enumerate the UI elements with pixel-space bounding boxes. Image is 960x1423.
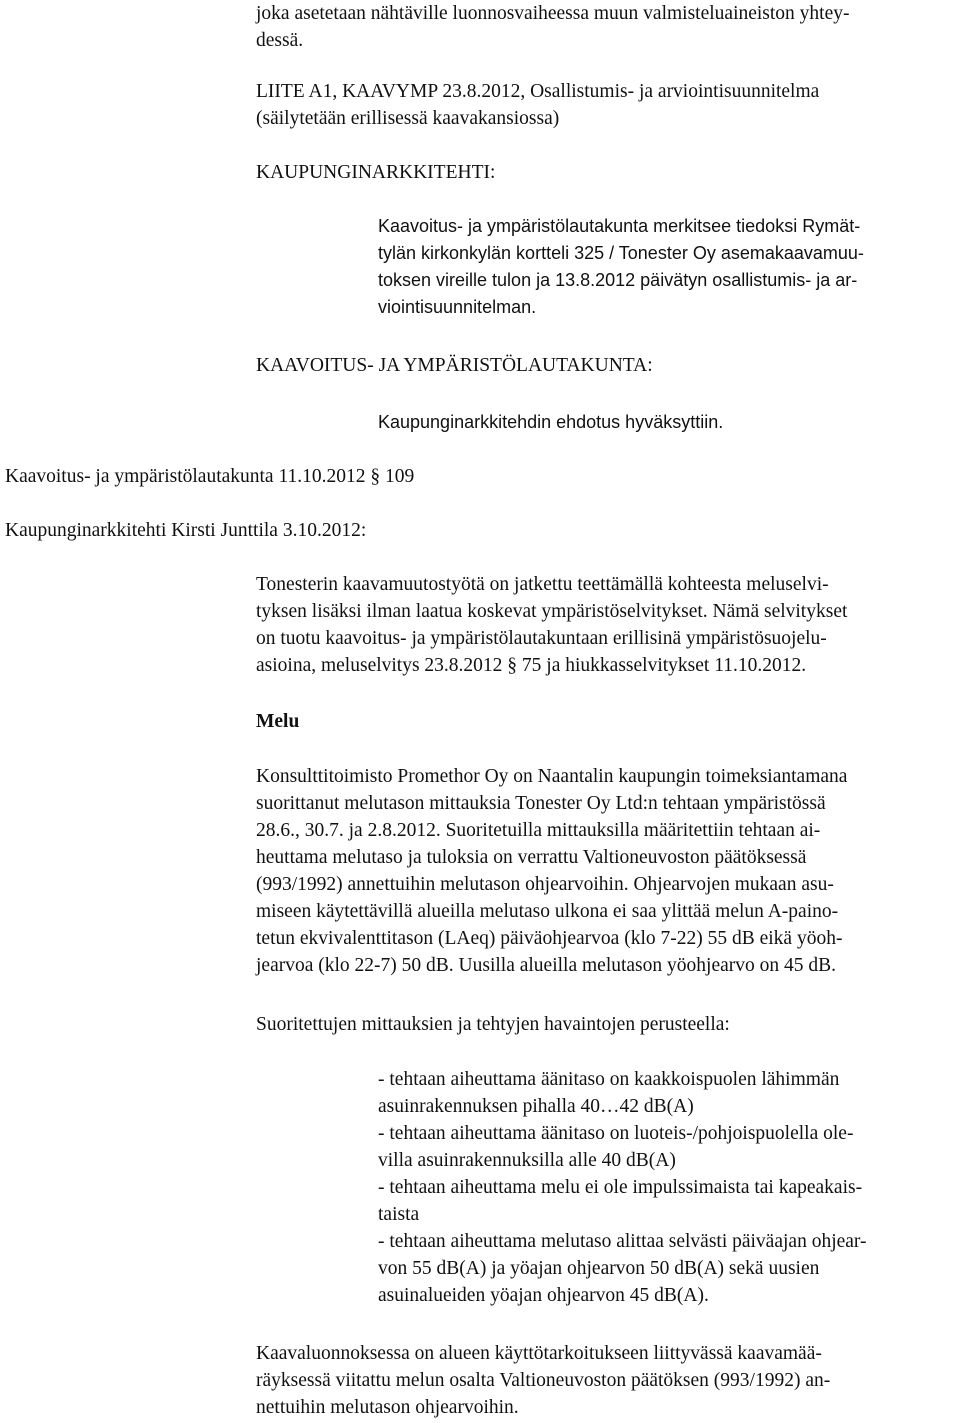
board-heading: KAAVOITUS- JA YMPÄRISTÖLAUTAKUNTA: bbox=[256, 355, 653, 376]
list-item: - tehtaan aiheuttama äänitaso on luoteis-/pohjoispuolella ole- bbox=[378, 1123, 854, 1144]
text-line: Kaavaluonnoksessa on alueen käyttötarkoitukseen liittyvässä kaavamää- bbox=[256, 1343, 822, 1364]
list-item: asuinalueiden yöajan ohjearvon 45 dB(A). bbox=[378, 1285, 709, 1306]
text-line: viointisuunnitelman. bbox=[378, 297, 537, 317]
decision-text: Kaupunginarkkitehdin ehdotus hyväksyttiin. bbox=[378, 412, 724, 432]
list-item: villa asuinrakennuksilla alle 40 dB(A) bbox=[378, 1150, 676, 1171]
city-architect-heading: KAUPUNGINARKKITEHTI: bbox=[256, 162, 496, 183]
text-line: toksen vireille tulon ja 13.8.2012 päivätyn osallistumis- ja ar- bbox=[378, 270, 858, 290]
author-reference: Kaupunginarkkitehti Kirsti Junttila 3.10.2012: bbox=[5, 520, 367, 541]
list-item: - tehtaan aiheuttama melu ei ole impulssimaista tai kapeakais- bbox=[378, 1177, 863, 1198]
list-item: - tehtaan aiheuttama äänitaso on kaakkoispuolen lähimmän bbox=[378, 1069, 840, 1090]
findings-intro: Suoritettujen mittauksien ja tehtyjen havaintojen perusteella: bbox=[256, 1014, 730, 1035]
text-line: nettuihin melutason ohjearvoihin. bbox=[256, 1397, 519, 1418]
text-line: LIITE A1, KAAVYMP 23.8.2012, Osallistumis- ja arviointisuunnitelma bbox=[256, 81, 820, 102]
text-line: jearvoa (klo 22-7) 50 dB. Uusilla alueilla melutason yöohjearvo on 45 dB. bbox=[256, 955, 837, 976]
text-line: Konsulttitoimisto Promethor Oy on Naantalin kaupungin toimeksiantamana bbox=[256, 766, 848, 787]
text-line: (993/1992) annettuihin melutason ohjearvoihin. Ohjearvojen mukaan asu- bbox=[256, 874, 834, 895]
list-item: - tehtaan aiheuttama melutaso alittaa selvästi päiväajan ohjear- bbox=[378, 1231, 867, 1252]
top-paragraph bbox=[256, 0, 950, 54]
meeting-reference: Kaavoitus- ja ympäristölautakunta 11.10.2012 § 109 bbox=[5, 466, 415, 487]
text-line: joka asetetaan nähtäville luonnosvaiheessa muun valmisteluaineiston yhtey- bbox=[256, 3, 850, 24]
noise-paragraph bbox=[256, 763, 950, 979]
text-line: heuttama melutaso ja tuloksia on verrattu Valtioneuvoston päätöksessä bbox=[256, 847, 807, 868]
text-line: Tonesterin kaavamuutostyötä on jatkettu teettämällä kohteesta meluselvi- bbox=[256, 574, 829, 595]
text-line: Kaavoitus- ja ympäristölautakunta merkitsee tiedoksi Rymät- bbox=[378, 216, 861, 236]
appendix-reference bbox=[256, 78, 950, 132]
text-line: miseen käytettävillä alueilla melutaso ulkona ei saa ylittää melun A-paino- bbox=[256, 901, 839, 922]
text-line: asioina, meluselvitys 23.8.2012 § 75 ja hiukkasselvitykset 11.10.2012. bbox=[256, 655, 807, 676]
list-item: asuinrakennuksen pihalla 40…42 dB(A) bbox=[378, 1096, 694, 1117]
text-line: räyksessä viitattu melun osalta Valtioneuvoston päätöksen (993/1992) an- bbox=[256, 1370, 831, 1391]
proposal-paragraph bbox=[378, 213, 953, 321]
noise-heading: Melu bbox=[256, 711, 300, 732]
text-line: dessä. bbox=[256, 30, 304, 51]
findings-list bbox=[378, 1066, 953, 1309]
list-item: taista bbox=[378, 1204, 420, 1225]
text-line: (säilytetään erillisessä kaavakansiossa) bbox=[256, 108, 560, 129]
text-line: 28.6., 30.7. ja 2.8.2012. Suoritetuilla mittauksilla määritettiin tehtaan ai- bbox=[256, 820, 821, 841]
text-line: tylän kirkonkylän kortteli 325 / Tonester Oy asemakaavamuu- bbox=[378, 243, 864, 263]
text-line: tyksen lisäksi ilman laatua koskevat ympäristöselvitykset. Nämä selvitykset bbox=[256, 601, 848, 622]
text-line: on tuotu kaavoitus- ja ympäristölautakuntaan erillisinä ympäristösuojelu- bbox=[256, 628, 827, 649]
list-item: von 55 dB(A) ja yöajan ohjearvon 50 dB(A) sekä uusien bbox=[378, 1258, 820, 1279]
intro-paragraph bbox=[256, 571, 950, 679]
text-line: suorittanut melutason mittauksia Tonester Oy Ltd:n tehtaan ympäristössä bbox=[256, 793, 826, 814]
text-line: tetun ekvivalenttitason (LAeq) päiväohjearvoa (klo 7-22) 55 dB eikä yöoh- bbox=[256, 928, 843, 949]
closing-paragraph bbox=[256, 1340, 950, 1421]
